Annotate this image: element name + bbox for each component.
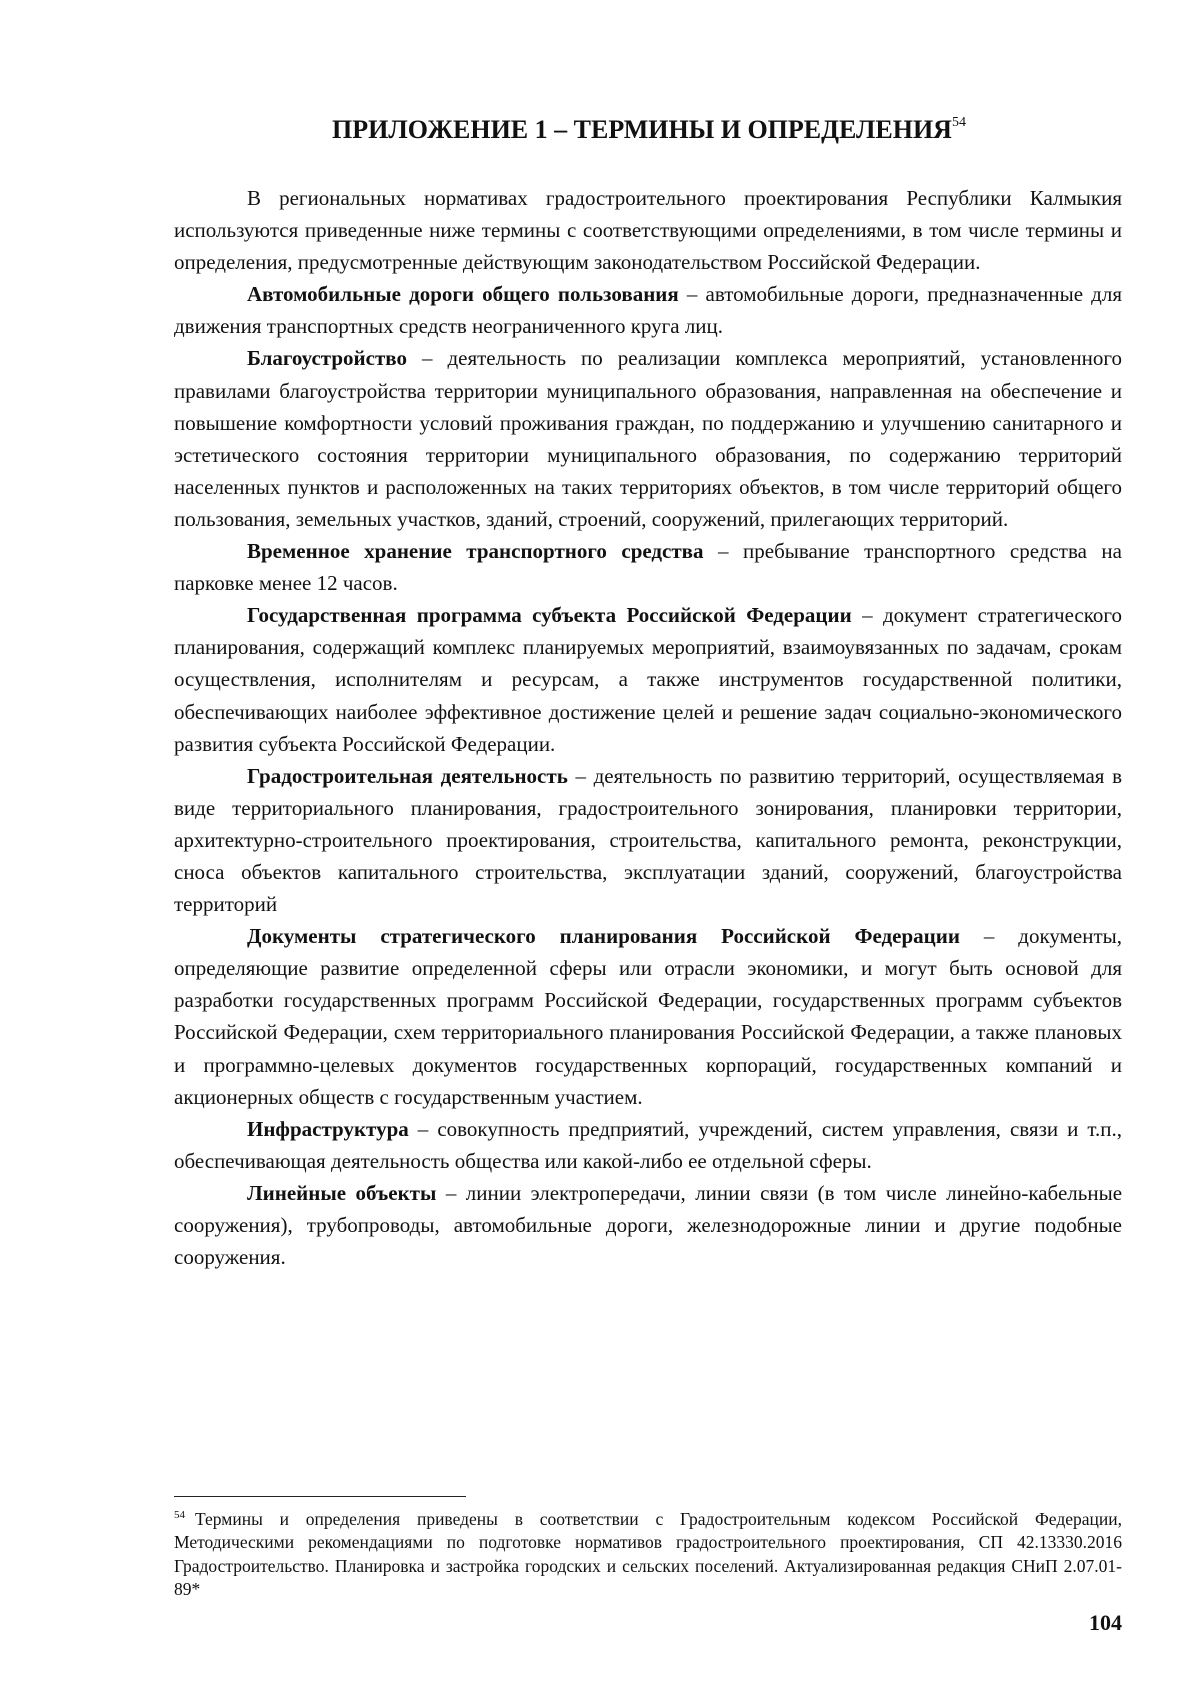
definition-paragraph: [174, 1113, 1122, 1177]
term-label: Инфраструктура: [247, 1116, 409, 1141]
term-definition: – линии электропередачи, линии связи (в том числе линейно-кабельные сооружения), трубопроводы, автомобильные дороги, железнодорожные линии и другие подобные сооружения.: [174, 1180, 1123, 1270]
definition-paragraph: [174, 278, 1122, 342]
footnote-text: Термины и определения приведены в соответствии с Градостроительным кодексом Российской Федерации, Методическими рекомендациями по подготовке нормативов градостроительного проектирования, СП 42.13330.2016 Градостроительство. Планировка и застройка городских и сельских поселений. Актуализированная редакция СНиП 2.07.01-89*: [174, 1509, 1122, 1600]
title-footnote-ref[interactable]: 54: [951, 115, 966, 130]
footnote-divider: [174, 1496, 466, 1497]
term-label: Государственная программа субъекта Российской Федерации: [247, 603, 852, 628]
term-label: Линейные объекты: [247, 1180, 437, 1205]
paragraph-intro: [174, 182, 1122, 278]
term-label: Документы стратегического планирования Российской Федерации: [247, 924, 960, 949]
definition-paragraph: [174, 535, 1122, 599]
term-definition: – документы, определяющие развитие определенной сферы или отрасли экономики, и могут быть основой для разработки государственных программ Российской Федерации, государственных программ субъектов Российской Федерации, схем территориального планирования Российской Федерации, а также плановых и программно-целевых документов государственных корпораций, государственных компаний и акционерных обществ с государственным участием.: [174, 924, 1122, 1109]
page-number: 104: [1089, 1610, 1122, 1635]
definition-paragraph: [174, 342, 1122, 535]
document-body: [174, 182, 1122, 1273]
footnote-number: 54: [174, 1509, 185, 1521]
footnote: [174, 1508, 1122, 1602]
term-definition: – совокупность предприятий, учреждений, систем управления, связи и т.п., обеспечивающая деятельность общества или какой-либо ее отдельной сферы.: [174, 1116, 1122, 1173]
term-definition: В региональных нормативах градостроительного проектирования Республики Калмыкия используются приведенные ниже термины с соответствующими определениями, в том числе термины и определения, предусмотренные действующим законодательством Российской Федерации.: [174, 186, 1122, 275]
term-definition: – деятельность по развитию территорий, осуществляемая в виде территориального планирования, градостроительного зонирования, планировки территории, архитектурно-строительного проектирования, строительства, капитального ремонта, реконструкции, сноса объектов капитального строительства, эксплуатации зданий, сооружений, благоустройства территорий: [174, 763, 1123, 917]
term-definition: – пребывание транспортного средства на парковке менее 12 часов.: [174, 539, 1122, 596]
term-label: Временное хранение транспортного средства: [247, 539, 704, 564]
page-title-text: ПРИЛОЖЕНИЕ 1 – ТЕРМИНЫ И ОПРЕДЕЛЕНИЯ: [332, 115, 952, 144]
term-label: Благоустройство: [247, 346, 407, 371]
definition-paragraph: [174, 920, 1122, 1113]
definition-paragraph: [174, 760, 1122, 920]
term-definition: – деятельность по реализации комплекса мероприятий, установленного правилами благоустройства территории муниципального образования, направленная на обеспечение и повышение комфортности условий проживания граждан, по поддержанию и улучшению санитарного и эстетического состояния территории муниципального образования, по содержанию территорий населенных пунктов и расположенных на таких территориях объектов, в том числе территорий общего пользования, земельных участков, зданий, строений, сооружений, прилегающих территорий.: [174, 346, 1122, 531]
term-definition: – автомобильные дороги, предназначенные для движения транспортных средств неограниченного круга лиц.: [174, 282, 1122, 339]
term-label: Автомобильные дороги общего пользования: [247, 282, 679, 307]
term-label: Градостроительная деятельность: [247, 763, 568, 788]
definition-paragraph: [174, 1177, 1122, 1273]
definition-paragraph: [174, 599, 1122, 759]
page-title: [174, 113, 1124, 147]
term-definition: – документ стратегического планирования, содержащий комплекс планируемых мероприятий, взаимоувязанных по задачам, срокам осуществления, исполнителям и ресурсам, а также инструментов государственной политики, обеспечивающих наиболее эффективное достижение целей и решение задач социально-экономического развития субъекта Российской Федерации.: [174, 603, 1122, 756]
